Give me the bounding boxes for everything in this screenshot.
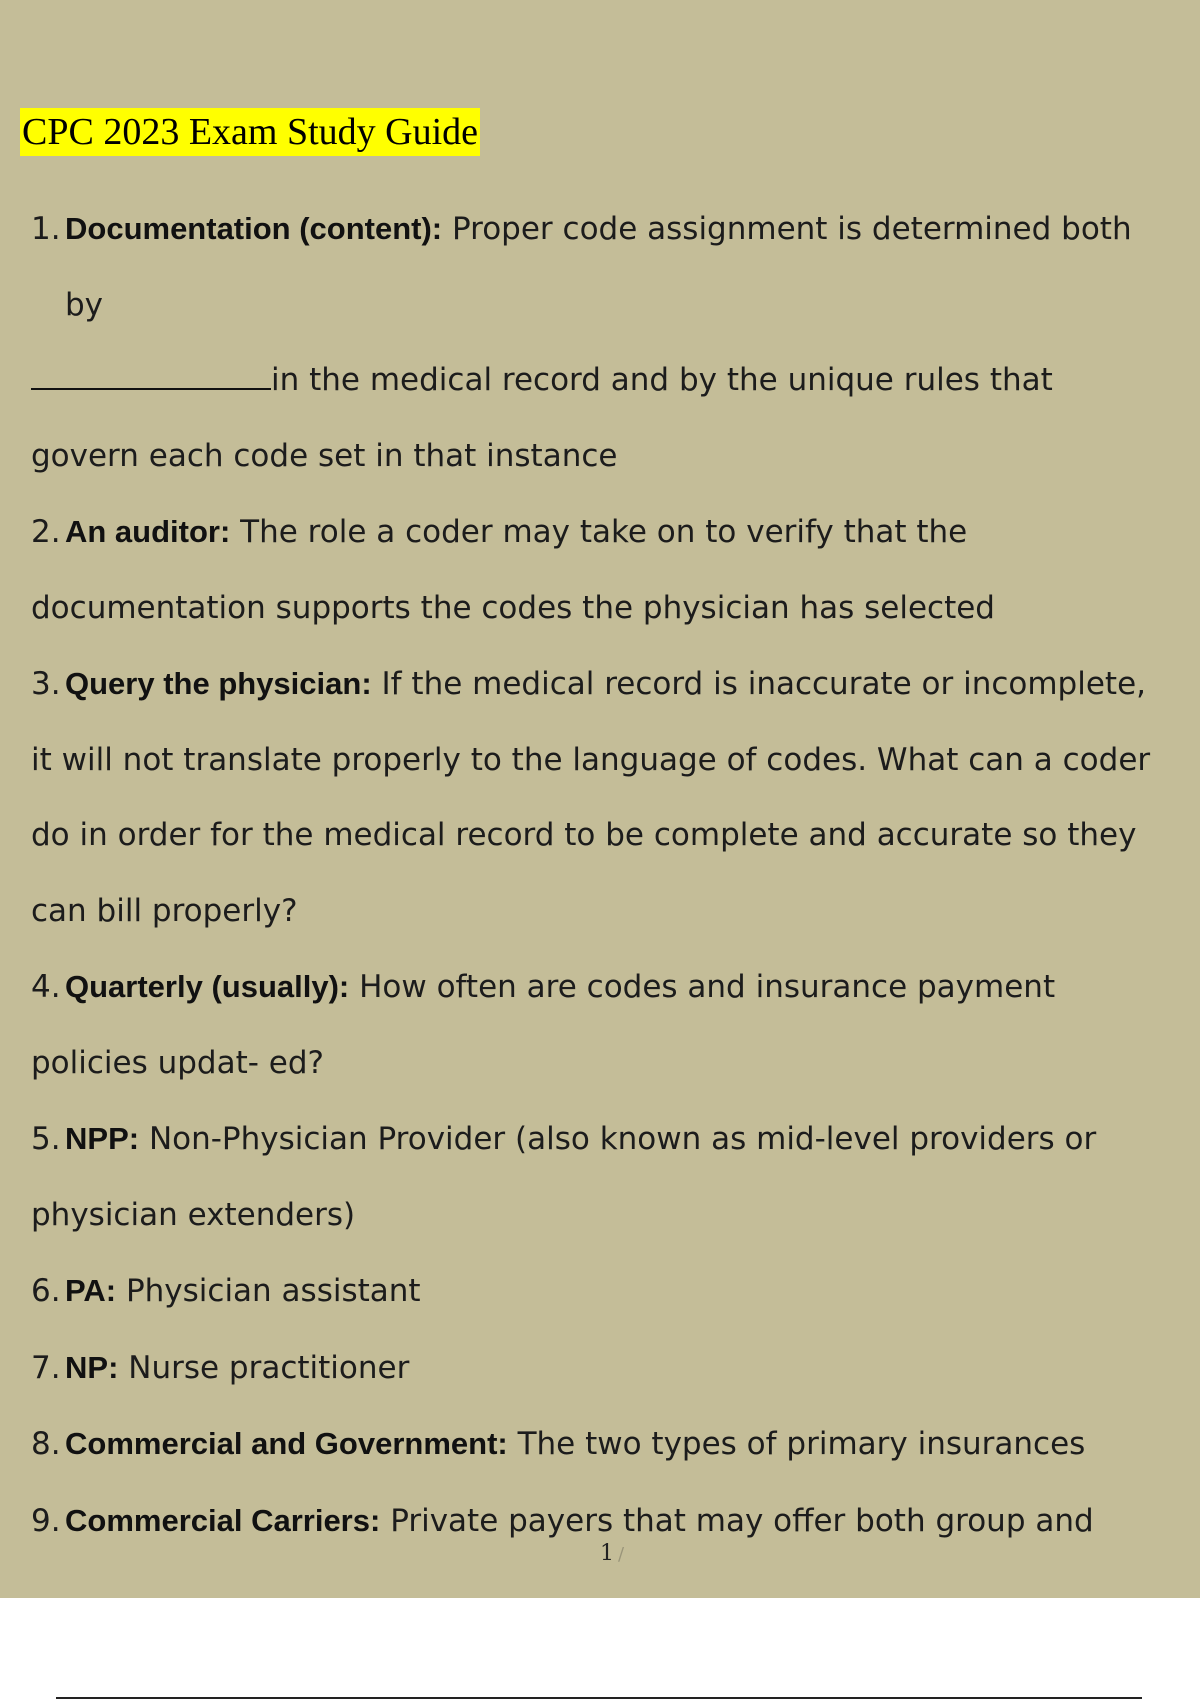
item-number: 6. — [31, 1273, 61, 1309]
item-definition: The two types of primary insurances — [517, 1426, 1086, 1462]
item-term: An auditor: — [65, 514, 231, 549]
item-first-line — [31, 1406, 1196, 1483]
item-first-line — [31, 1101, 1196, 1178]
item-definition: Proper code assignment is determined both — [452, 211, 1132, 247]
item-first-line — [31, 494, 1196, 571]
item-first-line — [31, 1330, 1196, 1407]
list-item — [31, 191, 1196, 494]
item-first-line — [31, 646, 1196, 723]
item-definition-line — [31, 343, 1196, 419]
item-definition: Nurse practitioner — [128, 1349, 410, 1386]
item-term: Documentation (content): — [65, 211, 443, 246]
list-item — [31, 1406, 1196, 1483]
item-number: 5. — [31, 1121, 61, 1157]
item-definition: can bill properly? — [31, 892, 298, 929]
item-number: 1. — [31, 211, 61, 247]
list-item — [31, 1330, 1196, 1407]
item-term: Commercial and Government: — [65, 1426, 508, 1461]
page-number — [600, 1541, 624, 1568]
list-item — [31, 1101, 1196, 1253]
item-definition: Physician assistant — [125, 1273, 421, 1309]
item-term: PA: — [65, 1273, 117, 1308]
item-definition: The role a coder may take on to verify that the — [240, 514, 968, 550]
item-number: 3. — [31, 666, 61, 702]
item-definition: in the medical record and by the unique rules that — [271, 362, 1053, 398]
list-item — [31, 949, 1196, 1101]
item-definition: How often are codes and insurance payment — [359, 969, 1056, 1005]
item-term: NP: — [65, 1349, 119, 1385]
item-definition: it will not translate properly to the language of codes. What can a coder — [31, 741, 1151, 778]
study-guide-list — [31, 191, 1196, 1559]
item-definition: Private payers that may offer both group and — [390, 1502, 1094, 1539]
item-term: Query the physician: — [65, 666, 372, 701]
item-first-line — [31, 1253, 1196, 1330]
item-term: Commercial Carriers: — [65, 1502, 381, 1538]
item-definition: govern each code set in that instance — [31, 437, 618, 474]
document-title: CPC 2023 Exam Study Guide — [20, 108, 480, 156]
item-definition: documentation supports the codes the physician has selected — [31, 589, 995, 626]
item-number: 2. — [31, 514, 61, 550]
page-number-value: 1 — [600, 1541, 614, 1566]
item-definition: by — [65, 286, 104, 323]
list-item — [31, 494, 1196, 646]
list-item — [31, 1253, 1196, 1330]
item-first-line — [31, 949, 1196, 1026]
item-first-line — [31, 191, 1196, 268]
item-definition: do in order for the medical record to be complete and accurate so they — [31, 817, 1137, 853]
list-item — [31, 646, 1196, 949]
item-definition: Non-Physician Provider (also known as mid-level providers or — [148, 1121, 1097, 1157]
item-definition: policies updat- ed? — [31, 1044, 325, 1081]
item-number: 4. — [31, 969, 61, 1005]
item-term: NPP: — [65, 1121, 140, 1156]
item-number: 9. — [31, 1502, 61, 1539]
item-term: Quarterly (usually): — [65, 969, 350, 1004]
item-number: 8. — [31, 1426, 61, 1462]
item-definition: physician extenders) — [31, 1196, 356, 1233]
page-number-separator: / — [618, 1544, 625, 1565]
next-page-divider — [56, 1697, 1142, 1699]
item-number: 7. — [31, 1349, 61, 1386]
item-definition: If the medical record is inaccurate or incomplete, — [381, 666, 1146, 702]
fill-in-blank — [31, 362, 271, 390]
